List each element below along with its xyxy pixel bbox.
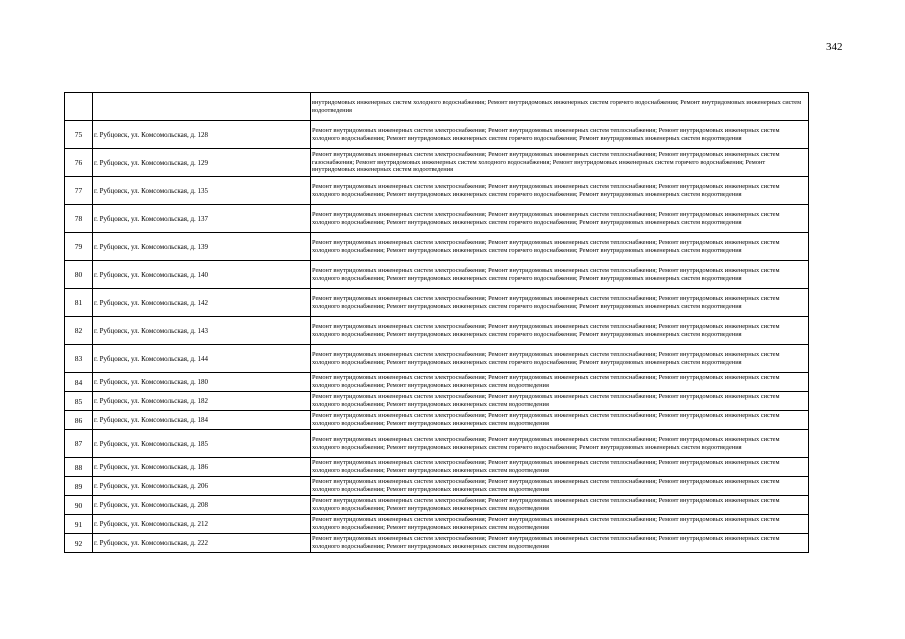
row-works: Ремонт внутридомовых инженерных систем электроснабжения; Ремонт внутридомовых инженерных систем теплоснабжения; Ремонт внутридомовых инженерных систем холодного водоснабжения; Ремонт внутридомовых инженерных систем горячего водоснабжения; Ремонт внутридомовых инженерных систем водоотведения — [311, 317, 809, 345]
row-number: 87 — [65, 430, 93, 458]
row-address: г. Рубцовск, ул. Комсомольская, д. 180 — [93, 373, 311, 392]
table-row — [65, 317, 809, 345]
table-row — [65, 289, 809, 317]
row-number: 82 — [65, 317, 93, 345]
table-row — [65, 121, 809, 149]
table-row — [65, 496, 809, 515]
row-works: Ремонт внутридомовых инженерных систем электроснабжения; Ремонт внутридомовых инженерных систем теплоснабжения; Ремонт внутридомовых инженерных систем холодного водоснабжения; Ремонт внутридомовых инженерных систем горячего водоснабжения; Ремонт внутридомовых инженерных систем водоотведения — [311, 205, 809, 233]
row-number: 81 — [65, 289, 93, 317]
row-address: г. Рубцовск, ул. Комсомольская, д. 208 — [93, 496, 311, 515]
table-row — [65, 205, 809, 233]
row-number: 76 — [65, 149, 93, 177]
row-number: 91 — [65, 515, 93, 534]
row-works: Ремонт внутридомовых инженерных систем электроснабжения; Ремонт внутридомовых инженерных систем теплоснабжения; Ремонт внутридомовых инженерных систем холодного водоснабжения; Ремонт внутридомовых инженерных систем водоотведения — [311, 534, 809, 553]
row-works: Ремонт внутридомовых инженерных систем электроснабжения; Ремонт внутридомовых инженерных систем теплоснабжения; Ремонт внутридомовых инженерных систем холодного водоснабжения; Ремонт внутридомовых инженерных систем водоотведения — [311, 458, 809, 477]
row-address: г. Рубцовск, ул. Комсомольская, д. 184 — [93, 411, 311, 430]
row-address: г. Рубцовск, ул. Комсомольская, д. 185 — [93, 430, 311, 458]
row-address: г. Рубцовск, ул. Комсомольская, д. 129 — [93, 149, 311, 177]
row-address — [93, 93, 311, 121]
row-number: 80 — [65, 261, 93, 289]
row-address: г. Рубцовск, ул. Комсомольская, д. 182 — [93, 392, 311, 411]
row-number — [65, 93, 93, 121]
table-row — [65, 177, 809, 205]
table-row — [65, 373, 809, 392]
row-address: г. Рубцовск, ул. Комсомольская, д. 137 — [93, 205, 311, 233]
row-number: 89 — [65, 477, 93, 496]
row-works: Ремонт внутридомовых инженерных систем электроснабжения; Ремонт внутридомовых инженерных систем теплоснабжения; Ремонт внутридомовых инженерных систем холодного водоснабжения; Ремонт внутридомовых инженерных систем водоотведения — [311, 496, 809, 515]
row-number: 92 — [65, 534, 93, 553]
row-address: г. Рубцовск, ул. Комсомольская, д. 186 — [93, 458, 311, 477]
table-row — [65, 345, 809, 373]
row-address: г. Рубцовск, ул. Комсомольская, д. 206 — [93, 477, 311, 496]
row-works: Ремонт внутридомовых инженерных систем электроснабжения; Ремонт внутридомовых инженерных систем теплоснабжения; Ремонт внутридомовых инженерных систем холодного водоснабжения; Ремонт внутридомовых инженерных систем горячего водоснабжения; Ремонт внутридомовых инженерных систем водоотведения — [311, 233, 809, 261]
row-works: Ремонт внутридомовых инженерных систем электроснабжения; Ремонт внутридомовых инженерных систем теплоснабжения; Ремонт внутридомовых инженерных систем холодного водоснабжения; Ремонт внутридомовых инженерных систем водоотведения — [311, 477, 809, 496]
row-address: г. Рубцовск, ул. Комсомольская, д. 128 — [93, 121, 311, 149]
table-row — [65, 392, 809, 411]
table-row — [65, 477, 809, 496]
row-works: внутридомовых инженерных систем холодного водоснабжения; Ремонт внутридомовых инженерных систем горячего водоснабжения; Ремонт внутридомовых инженерных систем водоотведения — [311, 93, 809, 121]
row-number: 86 — [65, 411, 93, 430]
row-address: г. Рубцовск, ул. Комсомольская, д. 139 — [93, 233, 311, 261]
table-row — [65, 411, 809, 430]
row-number: 90 — [65, 496, 93, 515]
table-row — [65, 233, 809, 261]
row-number: 88 — [65, 458, 93, 477]
row-number: 79 — [65, 233, 93, 261]
row-address: г. Рубцовск, ул. Комсомольская, д. 143 — [93, 317, 311, 345]
row-works: Ремонт внутридомовых инженерных систем электроснабжения; Ремонт внутридомовых инженерных систем теплоснабжения; Ремонт внутридомовых инженерных систем холодного водоснабжения; Ремонт внутридомовых инженерных систем горячего водоснабжения; Ремонт внутридомовых инженерных систем водоотведения — [311, 177, 809, 205]
row-address: г. Рубцовск, ул. Комсомольская, д. 144 — [93, 345, 311, 373]
table-row — [65, 149, 809, 177]
row-works: Ремонт внутридомовых инженерных систем электроснабжения; Ремонт внутридомовых инженерных систем теплоснабжения; Ремонт внутридомовых инженерных систем холодного водоснабжения; Ремонт внутридомовых инженерных систем горячего водоснабжения; Ремонт внутридомовых инженерных систем водоотведения — [311, 121, 809, 149]
table-row — [65, 261, 809, 289]
row-number: 78 — [65, 205, 93, 233]
row-works: Ремонт внутридомовых инженерных систем электроснабжения; Ремонт внутридомовых инженерных систем теплоснабжения; Ремонт внутридомовых инженерных систем холодного водоснабжения; Ремонт внутридомовых инженерных систем горячего водоснабжения; Ремонт внутридомовых инженерных систем водоотведения — [311, 261, 809, 289]
row-works: Ремонт внутридомовых инженерных систем электроснабжения; Ремонт внутридомовых инженерных систем теплоснабжения; Ремонт внутридомовых инженерных систем холодного водоснабжения; Ремонт внутридомовых инженерных систем водоотведения — [311, 411, 809, 430]
page-number: 342 — [826, 41, 843, 53]
works-table — [64, 92, 809, 553]
row-number: 85 — [65, 392, 93, 411]
row-number: 84 — [65, 373, 93, 392]
row-number: 77 — [65, 177, 93, 205]
row-address: г. Рубцовск, ул. Комсомольская, д. 142 — [93, 289, 311, 317]
row-address: г. Рубцовск, ул. Комсомольская, д. 222 — [93, 534, 311, 553]
row-works: Ремонт внутридомовых инженерных систем электроснабжения; Ремонт внутридомовых инженерных систем теплоснабжения; Ремонт внутридомовых инженерных систем холодного водоснабжения; Ремонт внутридомовых инженерных систем водоотведения — [311, 373, 809, 392]
row-works: Ремонт внутридомовых инженерных систем электроснабжения; Ремонт внутридомовых инженерных систем теплоснабжения; Ремонт внутридомовых инженерных систем холодного водоснабжения; Ремонт внутридомовых инженерных систем горячего водоснабжения; Ремонт внутридомовых инженерных систем водоотведения — [311, 345, 809, 373]
row-number: 83 — [65, 345, 93, 373]
row-works: Ремонт внутридомовых инженерных систем электроснабжения; Ремонт внутридомовых инженерных систем теплоснабжения; Ремонт внутридомовых инженерных систем холодного водоснабжения; Ремонт внутридомовых инженерных систем водоотведения — [311, 392, 809, 411]
table-row — [65, 458, 809, 477]
row-number: 75 — [65, 121, 93, 149]
row-works: Ремонт внутридомовых инженерных систем электроснабжения; Ремонт внутридомовых инженерных систем теплоснабжения; Ремонт внутридомовых инженерных систем холодного водоснабжения; Ремонт внутридомовых инженерных систем горячего водоснабжения; Ремонт внутридомовых инженерных систем водоотведения — [311, 289, 809, 317]
row-works: Ремонт внутридомовых инженерных систем электроснабжения; Ремонт внутридомовых инженерных систем теплоснабжения; Ремонт внутридомовых инженерных систем холодного водоснабжения; Ремонт внутридомовых инженерных систем горячего водоснабжения; Ремонт внутридомовых инженерных систем водоотведения — [311, 430, 809, 458]
table-row — [65, 515, 809, 534]
table-row — [65, 534, 809, 553]
table-row — [65, 430, 809, 458]
row-address: г. Рубцовск, ул. Комсомольская, д. 135 — [93, 177, 311, 205]
row-works: Ремонт внутридомовых инженерных систем электроснабжения; Ремонт внутридомовых инженерных систем теплоснабжения; Ремонт внутридомовых инженерных систем газоснабжения; Ремонт внутридомовых инженерных систем холодного водоснабжения; Ремонт внутридомовых инженерных систем горячего водоснабжения; Ремонт внутридомовых инженерных систем водоотведения — [311, 149, 809, 177]
row-works: Ремонт внутридомовых инженерных систем электроснабжения; Ремонт внутридомовых инженерных систем теплоснабжения; Ремонт внутридомовых инженерных систем холодного водоснабжения; Ремонт внутридомовых инженерных систем водоотведения — [311, 515, 809, 534]
row-address: г. Рубцовск, ул. Комсомольская, д. 140 — [93, 261, 311, 289]
row-address: г. Рубцовск, ул. Комсомольская, д. 212 — [93, 515, 311, 534]
table-row — [65, 93, 809, 121]
